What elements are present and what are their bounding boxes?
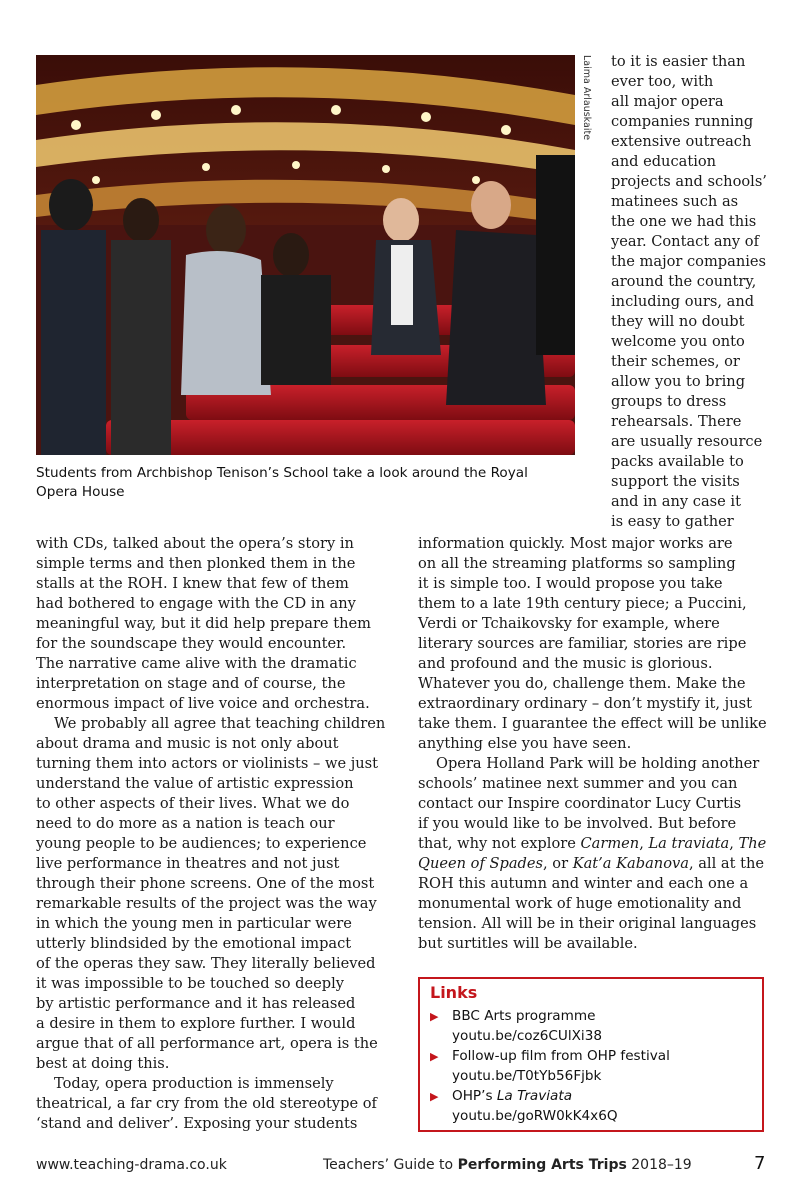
text-line: to it is easier than — [611, 53, 746, 70]
text-line: if you would like to be involved. But before — [418, 815, 737, 832]
text-line: young people to be audiences; to experience — [36, 835, 367, 852]
text-line: live performance in theatres and not just — [36, 855, 340, 872]
text-line: allow you to bring — [611, 373, 746, 390]
text-line: matinees such as — [611, 193, 739, 210]
link-url[interactable]: youtu.be/goRW0kK4x6Q — [452, 1107, 618, 1124]
text-line: monumental work of huge emotionality and — [418, 895, 742, 912]
text-line: including ours, and — [611, 293, 755, 310]
text-line: ever too, with — [611, 73, 714, 90]
text-line: information quickly. Most major works are — [418, 535, 733, 552]
text-line: to other aspects of their lives. What we do — [36, 795, 350, 812]
text-line: extraordinary ordinary – don’t mystify it, just — [418, 695, 752, 712]
text-line: support the visits — [611, 473, 740, 490]
bullet-arrow-icon: ▶ — [430, 1010, 439, 1023]
link-url[interactable]: youtu.be/coz6CUlXi38 — [452, 1027, 602, 1044]
text-line: and education — [611, 153, 717, 170]
link-label-prefix: OHP’s — [452, 1088, 497, 1104]
text-line: understand the value of artistic expression — [36, 775, 354, 792]
text-line: are usually resource — [611, 433, 763, 450]
text-line: best at doing this. — [36, 1055, 170, 1072]
text-line: packs available to — [611, 453, 744, 470]
link-item[interactable] — [430, 1007, 602, 1046]
link-label: BBC Arts programme — [452, 1008, 596, 1024]
text-line: Today, opera production is immensely — [54, 1075, 334, 1092]
text-line: companies running — [611, 113, 754, 130]
opera-house-photo — [36, 55, 575, 455]
text-line: take them. I guarantee the effect will be unlike — [418, 715, 767, 732]
text-run: , — [729, 835, 739, 852]
photo-caption: Students from Archbishop Tenison’s School take a look around the Royal Opera House — [36, 465, 528, 500]
text-line: anything else you have seen. — [418, 735, 632, 752]
photo-credit: Laima Arlauskaite — [581, 55, 592, 141]
text-line: in which the young men in particular were — [36, 915, 352, 932]
text-line: they will no doubt — [611, 313, 745, 330]
text-line: by artistic performance and it has released — [36, 995, 356, 1012]
text-line: interpretation on stage and of course, the — [36, 675, 346, 692]
text-line-mixed — [418, 854, 764, 874]
bullet-arrow-icon: ▶ — [430, 1050, 439, 1063]
text-line: need to do more as a nation is teach our — [36, 815, 335, 832]
text-line-mixed — [418, 834, 766, 854]
text-line: the one we had this — [611, 213, 757, 230]
opera-title-kata-kabanova: Kat’a Kabanova — [572, 855, 689, 872]
text-line: welcome you onto — [611, 333, 745, 350]
text-line: ‘stand and deliver’. Exposing your students — [36, 1115, 358, 1132]
text-line: and profound and the music is glorious. — [418, 655, 713, 672]
text-line: theatrical, a far cry from the old stereotype of — [36, 1095, 377, 1112]
page-number: 7 — [754, 1153, 766, 1174]
text-run: that, why not explore — [418, 835, 581, 852]
text-line: turning them into actors or violinists – we just — [36, 755, 379, 772]
text-line: had bothered to engage with the CD in any — [36, 595, 356, 612]
link-label: Follow-up film from OHP festival — [452, 1048, 670, 1064]
text-line: schools’ matinee next summer and you can — [418, 775, 738, 792]
link-item[interactable] — [430, 1087, 618, 1126]
link-label — [452, 1087, 618, 1107]
footer-website[interactable]: www.teaching-drama.co.uk — [36, 1157, 227, 1173]
link-item[interactable] — [430, 1047, 670, 1086]
opera-title-queen-of-spades-part1: The — [738, 835, 767, 852]
guide-prefix: Teachers’ Guide to — [323, 1157, 458, 1173]
guide-suffix: 2018–19 — [626, 1157, 692, 1173]
text-line: argue that of all performance art, opera is the — [36, 1035, 378, 1052]
text-line: utterly blindsided by the emotional impact — [36, 935, 352, 952]
text-line: rehearsals. There — [611, 413, 742, 430]
text-line: meaningful way, but it did help prepare them — [36, 615, 371, 632]
text-line: groups to dress — [611, 393, 727, 410]
text-line: Verdi or Tchaikovsky for example, where — [418, 615, 720, 632]
text-line: extensive outreach — [611, 133, 752, 150]
link-url[interactable]: youtu.be/T0tYb56Fjbk — [452, 1067, 602, 1084]
text-line: year. Contact any of — [611, 233, 759, 250]
text-line: ROH this autumn and winter and each one a — [418, 875, 749, 892]
text-line: their schemes, or — [611, 353, 740, 370]
text-line: tension. All will be in their original languages — [418, 915, 757, 932]
opera-house-illustration — [36, 55, 575, 455]
text-line: contact our Inspire coordinator Lucy Curtis — [418, 795, 742, 812]
text-line: for the soundscape they would encounter. — [36, 635, 347, 652]
text-line: around the country, — [611, 273, 757, 290]
text-line: all major opera — [611, 93, 724, 110]
text-line: but surtitles will be available. — [418, 935, 638, 952]
opera-title-queen-of-spades-part2: Queen of Spades — [418, 855, 544, 872]
text-run: , — [639, 835, 649, 852]
text-line: about drama and music is not only about — [36, 735, 339, 752]
text-line: and in any case it — [611, 493, 741, 510]
text-line: it is simple too. I would propose you take — [418, 575, 723, 592]
guide-bold: Performing Arts Trips — [457, 1157, 627, 1173]
text-line: of the operas they saw. They literally believed — [36, 955, 376, 972]
text-line: Whatever you do, challenge them. Make the — [418, 675, 746, 692]
text-run: , all at the — [688, 855, 764, 872]
links-title: Links — [430, 983, 478, 1002]
text-line: with CDs, talked about the opera’s story in — [36, 535, 354, 552]
text-line: on all the streaming platforms so sampling — [418, 555, 736, 572]
text-line: a desire in them to explore further. I would — [36, 1015, 356, 1032]
text-line: remarkable results of the project was the way — [36, 895, 377, 912]
text-line: stalls at the ROH. I knew that few of them — [36, 575, 349, 592]
text-line: through their phone screens. One of the most — [36, 875, 375, 892]
text-line: is easy to gather — [611, 513, 734, 530]
text-line: them to a late 19th century piece; a Puccini, — [418, 595, 747, 612]
text-line: We probably all agree that teaching children — [54, 715, 386, 732]
text-line: enormous impact of live voice and orchestra. — [36, 695, 370, 712]
text-line: simple terms and then plonked them in the — [36, 555, 356, 572]
text-line: literary sources are familiar, stories are ripe — [418, 635, 747, 652]
text-line: Opera Holland Park will be holding another — [436, 755, 760, 772]
link-label-italic: La Traviata — [496, 1088, 573, 1104]
text-line: projects and schools’ — [611, 173, 767, 190]
text-line: The narrative came alive with the dramatic — [36, 655, 357, 672]
footer-guide-title — [323, 1157, 692, 1173]
text-line: the major companies — [611, 253, 767, 270]
opera-title-la-traviata: La traviata — [648, 835, 730, 852]
text-line: it was impossible to be touched so deeply — [36, 975, 344, 992]
opera-title-carmen: Carmen — [580, 835, 640, 852]
links-box — [418, 977, 764, 1132]
bullet-arrow-icon: ▶ — [430, 1090, 439, 1103]
text-run: , or — [543, 855, 573, 872]
